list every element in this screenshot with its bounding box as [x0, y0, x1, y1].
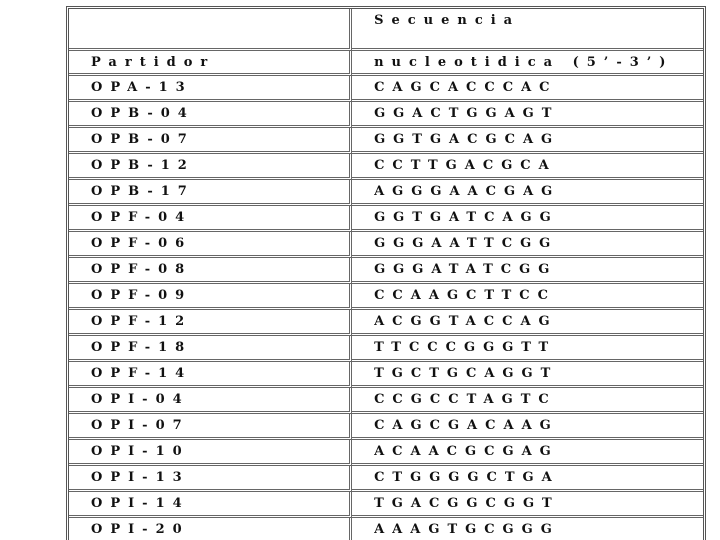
primer-name-cell: OPF-14 [69, 362, 352, 388]
header-sequence-title: Secuencia [352, 9, 703, 51]
sequence-cell: ACGGTACCAG [352, 310, 703, 336]
sequence-cell: AGGGAACGAG [352, 180, 703, 206]
sequence-cell: CTGGGGCTGA [352, 466, 703, 492]
sequence-cell: TTCCCGGGTT [352, 336, 703, 362]
primer-name-cell: OPI-13 [69, 466, 352, 492]
primer-name-cell: OPB-12 [69, 154, 352, 180]
sequence-cell: GGGATATCGG [352, 258, 703, 284]
header-sequence-subtitle: nucleotidica (5’-3’) [352, 51, 703, 76]
table-row [69, 388, 703, 414]
primer-name-cell: OPI-07 [69, 414, 352, 440]
table-row [69, 206, 703, 232]
table-row [69, 128, 703, 154]
primer-name-cell: OPF-18 [69, 336, 352, 362]
sequence-cell: TGCTGCAGGT [352, 362, 703, 388]
sequence-cell: CAGCGACAAG [352, 414, 703, 440]
primer-name-cell: OPI-14 [69, 492, 352, 518]
table-row [69, 492, 703, 518]
primer-name-cell: OPF-09 [69, 284, 352, 310]
primer-name-cell: OPF-12 [69, 310, 352, 336]
header-primer-label: Partidor [69, 51, 352, 76]
table-row [69, 258, 703, 284]
table-row [69, 310, 703, 336]
table-row [69, 414, 703, 440]
primer-name-cell: OPB-04 [69, 102, 352, 128]
primer-name-cell: OPF-04 [69, 206, 352, 232]
table-row [69, 518, 703, 540]
sequence-cell: GGTGATCAGG [352, 206, 703, 232]
primer-name-cell: OPB-17 [69, 180, 352, 206]
primer-table-body [69, 9, 703, 540]
table-row [69, 336, 703, 362]
sequence-cell: CCGCCTAGTC [352, 388, 703, 414]
table-row [69, 232, 703, 258]
primer-name-cell: OPI-20 [69, 518, 352, 540]
header-cell-empty [69, 9, 352, 51]
header-row-2 [69, 51, 703, 76]
table-row [69, 466, 703, 492]
sequence-cell: GGACTGGAGT [352, 102, 703, 128]
sequence-cell: AAAGTGCGGG [374, 522, 560, 537]
primer-name-cell: OPF-08 [69, 258, 352, 284]
primer-name-cell: OPA-13 [69, 76, 352, 102]
primer-name-cell: OPF-06 [69, 232, 352, 258]
sequence-cell: CCTTGACGCA [352, 154, 703, 180]
table-row [69, 76, 703, 102]
primer-table [66, 6, 706, 540]
table-row [69, 440, 703, 466]
sequence-cell: ACAACGCGAG [352, 440, 703, 466]
primer-name-cell: OPI-04 [69, 388, 352, 414]
sequence-cell: GGTGACGCAG [352, 128, 703, 154]
table-row [69, 362, 703, 388]
primer-name-cell: OPB-07 [69, 128, 352, 154]
sequence-cell: CCAAGCTTCC [352, 284, 703, 310]
table-row [69, 102, 703, 128]
table-row [69, 284, 703, 310]
sequence-cell: GGGAATTCGG [352, 232, 703, 258]
sequence-cell: TGACGGCGGT [352, 492, 703, 518]
header-row-1 [69, 9, 703, 51]
sequence-cell: CAGCACCCAC [352, 76, 703, 102]
primer-name-cell: OPI-10 [69, 440, 352, 466]
table-row [69, 180, 703, 206]
table-row [69, 154, 703, 180]
